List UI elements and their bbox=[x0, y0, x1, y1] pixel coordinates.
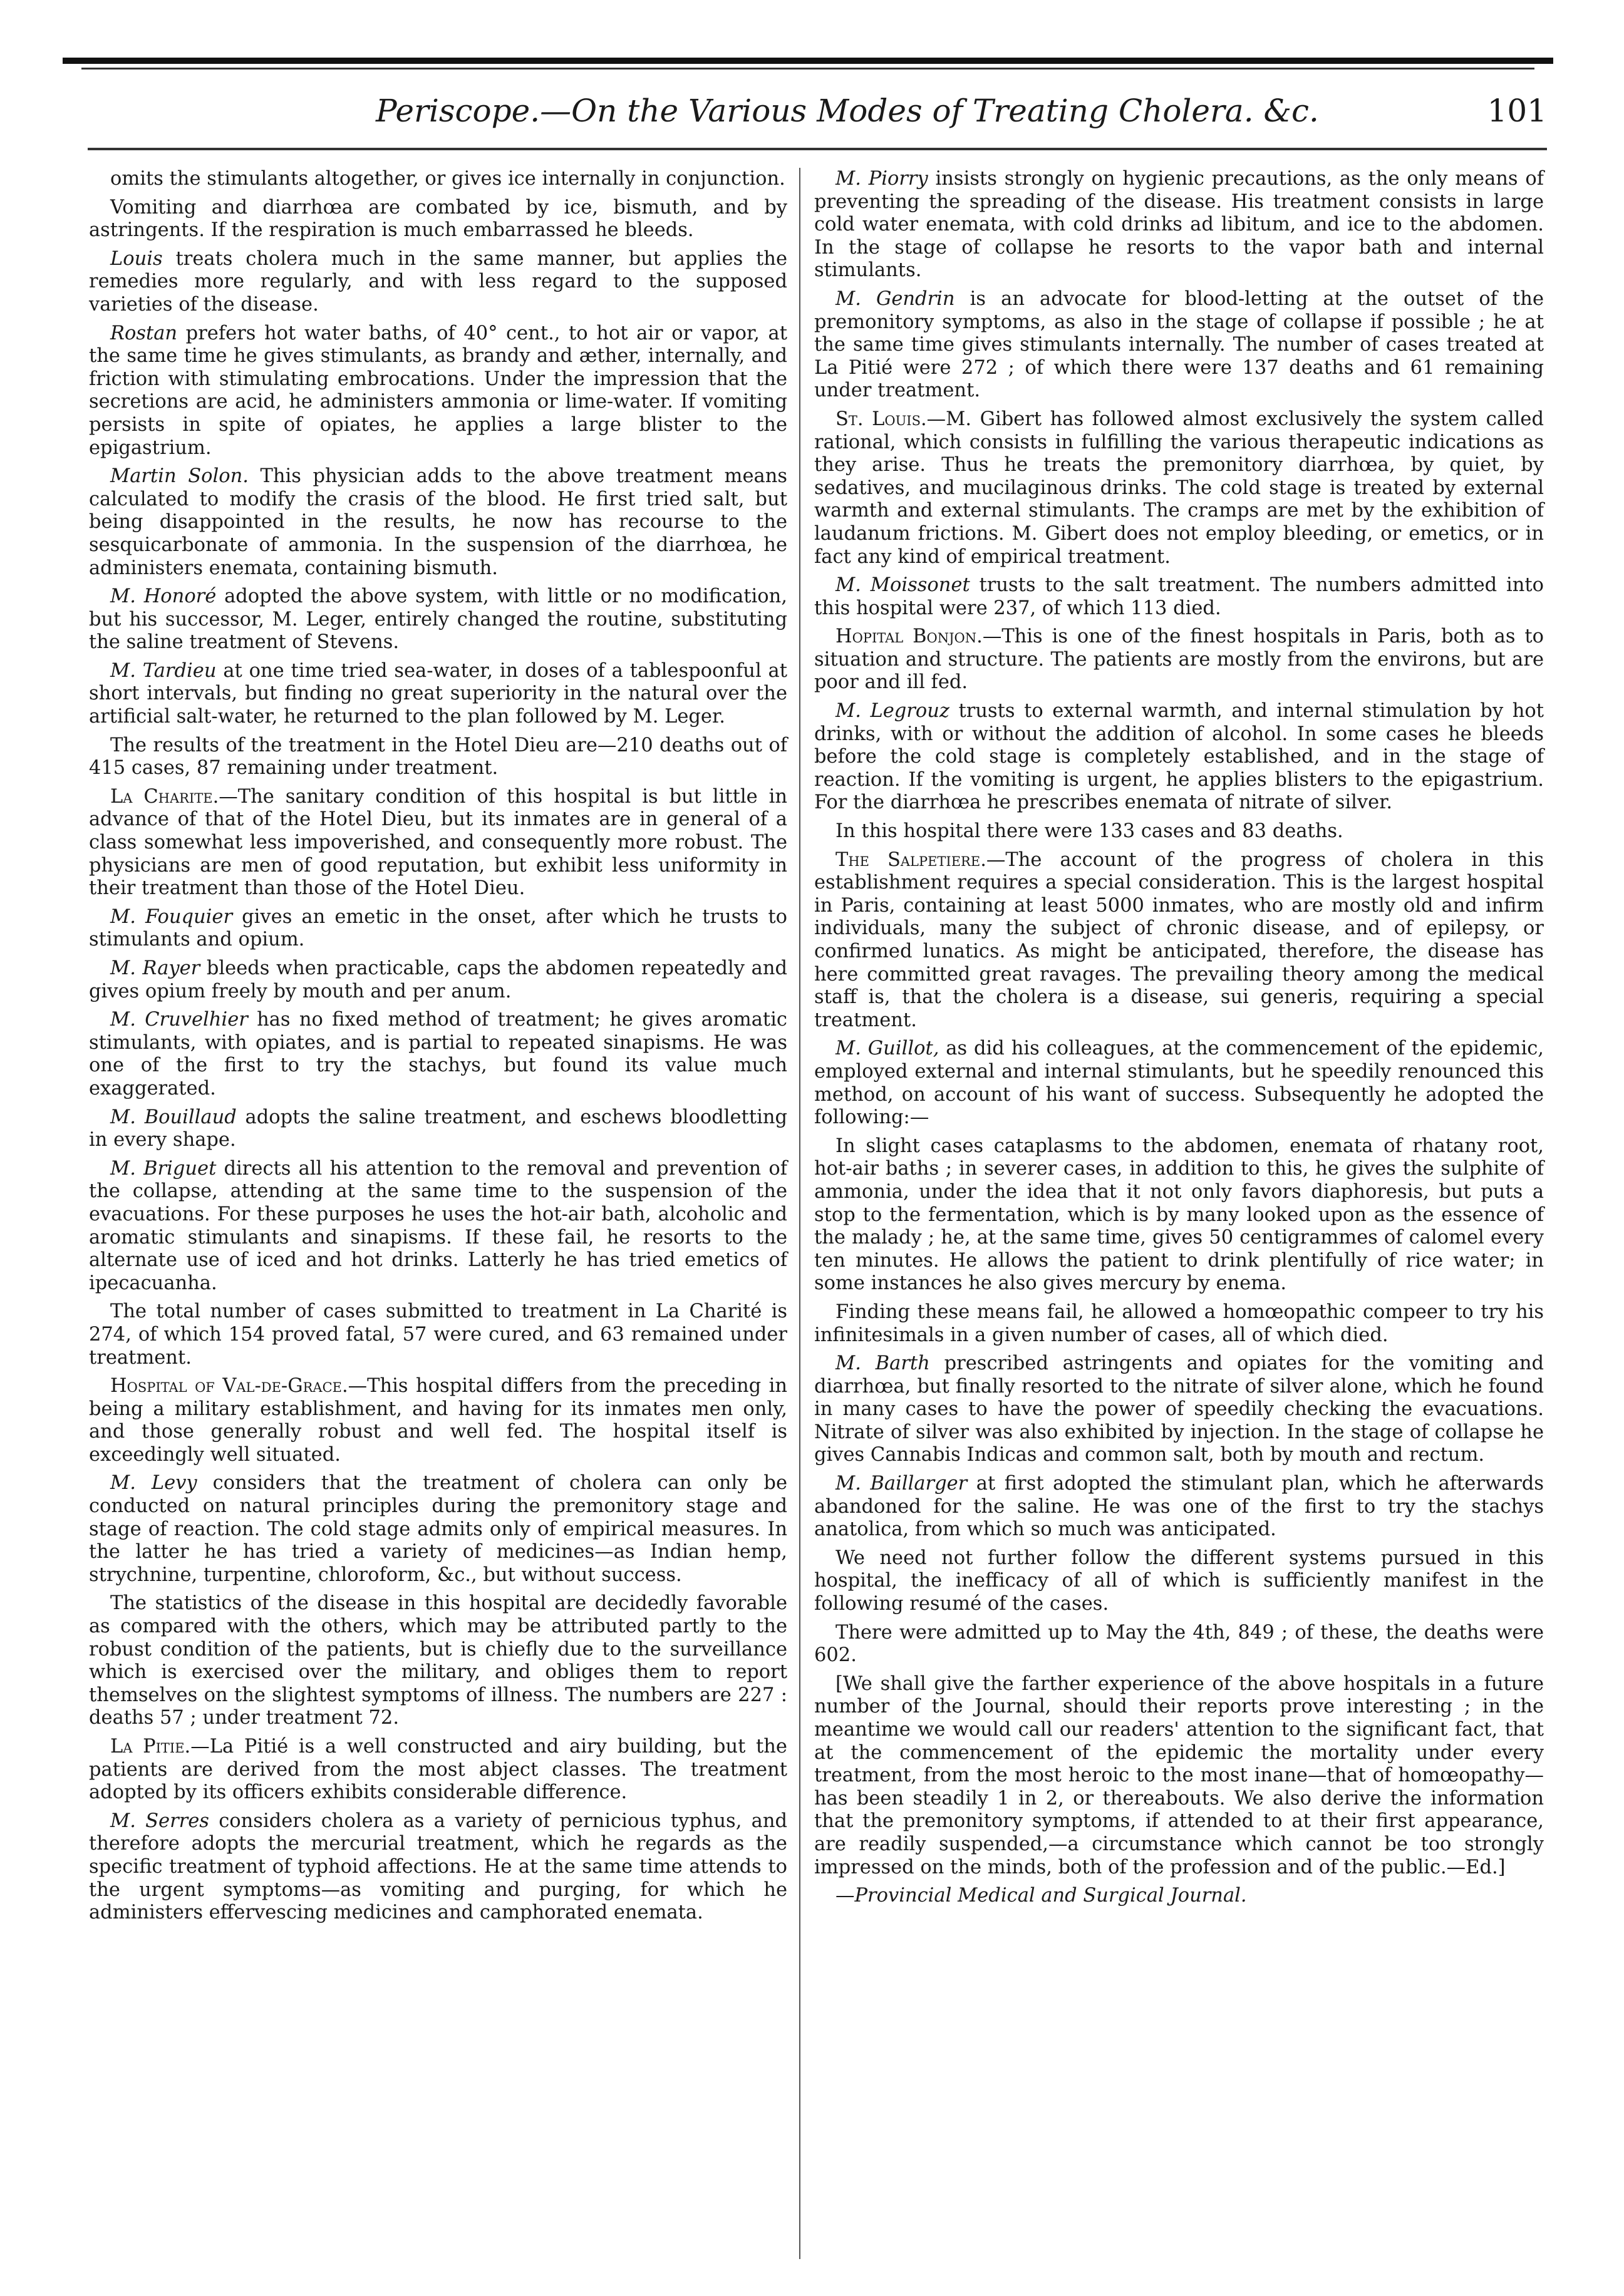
header-rule bbox=[88, 148, 1547, 150]
paragraph-text: [We shall give the farther experience of the above hospitals in a future number of the Journal, should their reports prove interesting ; in the meantime we would call our readers' attention to the significant fact, that at the commencement of the epidemic the mortality under every treatment, from the most heroic to the most inane—that of homœopathy—has been steadily 1 in 2, or thereabouts. We also derive the information that the premonitory symptoms, if attended to at their first appearance, are readily suspended,—a circumstance which cannot be too strongly impressed on the minds, both of the profession and of the public.—Ed.] bbox=[814, 1672, 1544, 1878]
paragraph bbox=[89, 322, 787, 460]
paragraph bbox=[89, 585, 787, 654]
paragraph-text: insists strongly on hygienic precautions, as the only means of preventing the spreading of the disease. His treatment consists in large cold water enemata, with cold drinks ad libitum, and ice to the abdomen. In the stage of collapse he resorts to the vapor bath and internal stimulants. bbox=[814, 168, 1544, 282]
paragraph-text: omits the stimulants altogether, or gives ice internally in conjunction. bbox=[110, 168, 785, 190]
paragraph-text: The statistics of the disease in this hospital are decidedly favorable as compared with the others, which may be attributed partly to the robust condition of the patients, but is chiefly due to the surveillance which is exercised over the military, and obliges them to report themselves on the slightest symptoms of illness. The numbers are 227 : deaths 57 ; under treatment 72. bbox=[89, 1592, 787, 1729]
hospital-name: Hospital of Val-de-Grace. bbox=[110, 1375, 348, 1398]
paragraph-text: This physician adds to the above treatment means calculated to modify the crasis of the blood. He first tried salt, but being disappointed in the results, he now has recourse to the sesquicarbonate of ammonia. In the suspension of the diarrhœa, he administers enemata, containing bismuth. bbox=[89, 465, 787, 579]
right-column bbox=[814, 168, 1544, 1913]
paragraph bbox=[89, 786, 787, 900]
paragraph-text: There were admitted up to May the 4th, 849 ; of these, the deaths were 602. bbox=[814, 1621, 1544, 1667]
paragraph bbox=[89, 1375, 787, 1466]
physician-name: M. Rayer bbox=[110, 957, 200, 979]
physician-name: M. Honoré bbox=[110, 585, 217, 608]
paragraph bbox=[814, 1885, 1544, 1908]
paragraph-text: at first adopted the stimulant plan, which he afterwards abandoned for the saline. He was one of the first to try the stachys anatolica, from which so much was anticipated. bbox=[814, 1473, 1544, 1541]
physician-name: M. Legrouz bbox=[835, 700, 949, 723]
paragraph-text: —This hospital differs from the preceding in being a military establishment, and having for its inmates men only, and those generally robust and well fed. The hospital itself is exceedingly well situated. bbox=[89, 1375, 787, 1466]
hospital-name: La Pitie. bbox=[110, 1736, 191, 1758]
paragraph-text: bleeds when practicable, caps the abdomen repeatedly and gives opium freely by mouth and per anum. bbox=[89, 957, 787, 1002]
paragraph bbox=[89, 1592, 787, 1730]
physician-name: M. Briguet bbox=[110, 1157, 217, 1180]
hospital-name: The Salpetiere. bbox=[835, 848, 986, 871]
paragraph-text: prescribed astringents and opiates for the vomiting and diarrhœa, but finally resorted to the nitrate of silver alone, which he found in many cases to have the power of speedily checking the evacuations. Nitrate of silver was also exhibited by injection. In the stage of collapse he gives Cannabis Indicas and common salt, both by mouth and rectum. bbox=[814, 1352, 1544, 1466]
physician-name: M. Gendrin bbox=[835, 287, 955, 310]
paragraph bbox=[814, 1473, 1544, 1542]
physician-name: M. Bouillaud bbox=[110, 1106, 237, 1128]
paragraph-text: adopts the saline treatment, and eschews bloodletting in every shape. bbox=[89, 1106, 787, 1151]
paragraph-text: considers cholera as a variety of pernicious typhus, and therefore adopts the mercurial treatment, which he regards as the specific treatment of typhoid affections. He at the same time attends to the urgent symptoms—as vomiting and purging, for which he administers effervescing medicines and camphorated enemata. bbox=[89, 1810, 787, 1924]
paragraph-text: at one time tried sea-water, in doses of a tablespoonful at short intervals, but finding no great superiority in the natural over the artificial salt-water, he returned to the plan followed by M. Leger. bbox=[89, 659, 787, 728]
paragraph-text: trusts to external warmth, and internal stimulation by hot drinks, with or without the addition of alcohol. In some cases he bleeds before the cold stage is completely established, and in the stage of reaction. If the vomiting is urgent, he applies blisters to the epigastrium. For the diarrhœa he prescribes enemata of nitrate of silver. bbox=[814, 700, 1544, 814]
physician-name: M. Cruvelhier bbox=[110, 1009, 248, 1031]
paragraph-text: treats cholera much in the same manner, but applies the remedies more regularly, and with less regard to the supposed varieties of the disease. bbox=[89, 247, 787, 316]
physician-name: M. Moissonet bbox=[835, 574, 970, 597]
paragraph bbox=[814, 288, 1544, 403]
physician-name: Rostan bbox=[110, 322, 178, 344]
paragraph bbox=[89, 660, 787, 729]
paragraph bbox=[89, 465, 787, 580]
page-header bbox=[88, 88, 1547, 157]
running-title: Periscope.—On the Various Modes of Treating Cholera. &c. bbox=[376, 93, 1319, 129]
physician-name: M. Fouquier bbox=[110, 905, 233, 928]
physician-name: M. Baillarger bbox=[835, 1473, 968, 1495]
paragraph-text: —The account of the progress of cholera in this establishment requires a special consideration. This is the largest hospital in Paris, containing at least 5000 inmates, who are mostly old and infirm individuals, many the subject of chronic disease, and of epilepsy, or confirmed lunatics. As might be anticipated, therefore, the disease has here committed great ravages. The prevailing theory among the medical staff is, that the cholera is a disease, sui generis, requiring a special treatment. bbox=[814, 848, 1544, 1031]
paragraph-text: The results of the treatment in the Hotel Dieu are—210 deaths out of 415 cases, 87 remaining under treatment. bbox=[89, 734, 787, 780]
physician-name: M. Barth bbox=[835, 1352, 930, 1375]
paragraph-text: —M. Gibert has followed almost exclusively the system called rational, which consists in fulfilling the various therapeutic indications as they arise. Thus he treats the premonitory diarrhœa, by quiet, by sedatives, and mucilaginous drinks. The cold stage is treated by external warmth and external stimulants. The cramps are met by the exhibition of laudanum frictions. M. Gibert does not employ bleeding, or emetics, or in fact any kind of empirical treatment. bbox=[814, 408, 1544, 568]
paragraph-text: We need not further follow the different systems pursued in this hospital, the inefficacy of all of which is sufficiently manifest in the following resumé of the cases. bbox=[814, 1547, 1544, 1615]
paragraph-text: considers that the treatment of cholera can only be conducted on natural principles during the premonitory stage and stage of reaction. The cold stage admits only of empirical measures. In the latter he has tried a variety of medicines—as Indian hemp, strychnine, turpentine, chloroform, &c., but without success. bbox=[89, 1472, 787, 1586]
physician-name: M. Tardieu bbox=[110, 659, 217, 682]
paragraph bbox=[814, 574, 1544, 620]
hospital-name: St. Louis. bbox=[835, 408, 927, 430]
paragraph bbox=[814, 1622, 1544, 1667]
physician-name: Martin Solon. bbox=[110, 465, 249, 488]
source-citation: —Provincial Medical and Surgical Journal. bbox=[835, 1885, 1247, 1907]
paragraph bbox=[89, 248, 787, 317]
physician-name: M. Levy bbox=[110, 1472, 197, 1495]
paragraph-text: —La Pitié is a well constructed and airy building, but the patients are derived from the most abject classes. The treatment adopted by its officers exhibits considerable difference. bbox=[89, 1736, 787, 1804]
paragraph-text: The total number of cases submitted to treatment in La Charité is 274, of which 154 proved fatal, 57 were cured, and 63 remained under treatment. bbox=[89, 1300, 787, 1369]
paragraph bbox=[814, 700, 1544, 815]
paragraph-text: trusts to the salt treatment. The numbers admitted into this hospital were 237, of which 113 died. bbox=[814, 574, 1544, 619]
paragraph bbox=[814, 1352, 1544, 1467]
paragraph-text: Finding these means fail, he allowed a homœopathic compeer to try his infinitesimals in a given number of cases, all of which died. bbox=[814, 1300, 1544, 1346]
paragraph bbox=[89, 1472, 787, 1587]
paragraph bbox=[89, 734, 787, 780]
top-rule bbox=[63, 58, 1553, 64]
paragraph bbox=[89, 197, 787, 242]
paragraph bbox=[89, 1106, 787, 1152]
paragraph bbox=[89, 1810, 787, 1925]
paragraph-text: is an advocate for blood-letting at the outset of the premonitory symptoms, as also in the stage of collapse if possible ; he at the same time gives stimulants internally. The number of cases treated at La Pitié were 272 ; of which there were 137 deaths and 61 remaining under treatment. bbox=[814, 287, 1544, 402]
paragraph bbox=[89, 1158, 787, 1295]
paragraph bbox=[814, 820, 1544, 843]
paragraph bbox=[814, 408, 1544, 569]
physician-name: M. Piorry bbox=[835, 168, 928, 190]
physician-name: M. Guillot, bbox=[835, 1037, 939, 1060]
paragraph bbox=[89, 168, 787, 191]
paragraph-text: —This is one of the finest hospitals in Paris, both as to situation and structure. The patients are mostly from the environs, but are poor and ill fed. bbox=[814, 625, 1544, 694]
paragraph bbox=[814, 849, 1544, 1032]
physician-name: Louis bbox=[110, 247, 163, 270]
page-number: 101 bbox=[1487, 93, 1547, 129]
paragraph bbox=[814, 1301, 1544, 1347]
paragraph bbox=[814, 1673, 1544, 1879]
paragraph-text: Vomiting and diarrhœa are combated by ice, bismuth, and by astringents. If the respiration is much embarrassed he bleeds. bbox=[89, 196, 787, 242]
paragraph-text: prefers hot water baths, of 40° cent., to hot air or vapor, at the same time he gives stimulants, as brandy and æther, internally, and friction with stimulating embrocations. Under the impression that the secretions are acid, he administers ammonia or lime-water. If vomiting persists in spite of opiates, he applies a large blister to the epigastrium. bbox=[89, 322, 787, 459]
column-divider bbox=[799, 168, 800, 2259]
paragraph bbox=[814, 168, 1544, 282]
paragraph-text: adopted the above system, with little or no modification, but his successor, M. Leger, entirely changed the routine, substituting the saline treatment of Stevens. bbox=[89, 585, 787, 654]
paragraph-text: directs all his attention to the removal and prevention of the collapse, attending at the same time to the suspension of the evacuations. For these purposes he uses the hot-air bath, alcoholic and aromatic stimulants and sinapisms. If these fail, he resorts to the alternate use of iced and hot drinks. Latterly he has tried emetics of ipecacuanha. bbox=[89, 1157, 788, 1294]
paragraph-text: as did his colleagues, at the commencement of the epidemic, employed external and internal stimulants, but he speedily renounced this method, on account of his want of success. Subsequently he adopted the following:— bbox=[814, 1037, 1544, 1129]
top-rule-thin bbox=[81, 68, 1534, 69]
paragraph-text: In slight cases cataplasms to the abdomen, enemata of rhatany root, hot-air baths ; in severer cases, in addition to this, he gives the sulphite of ammonia, under the idea that it not only favors diaphoresis, but puts a stop to the fermentation, which is by many looked upon as the essence of the malady ; he, at the same time, gives 50 centigrammes of calomel every ten minutes. He allows the patient to drink plentifully of rice water; in some instances he also gives mercury by enema. bbox=[814, 1135, 1544, 1295]
paragraph bbox=[89, 1300, 787, 1369]
paragraph bbox=[814, 1547, 1544, 1616]
paragraph-text: —The sanitary condition of this hospital is but little in advance of that of the Hotel Dieu, but its inmates are in general of a class somewhat less impoverished, and consequently more robust. The physicians are men of good reputation, but exhibit less uniformity in their treatment than those of the Hotel Dieu. bbox=[89, 785, 787, 900]
left-column bbox=[89, 168, 787, 1930]
physician-name: M. Serres bbox=[110, 1810, 209, 1832]
paragraph bbox=[814, 1135, 1544, 1295]
paragraph-text: In this hospital there were 133 cases and 83 deaths. bbox=[835, 820, 1343, 843]
hospital-name: Hopital Bonjon. bbox=[835, 625, 983, 648]
paragraph-text: gives an emetic in the onset, after which he trusts to stimulants and opium. bbox=[89, 905, 788, 951]
hospital-name: La Charite. bbox=[110, 785, 219, 808]
paragraph bbox=[89, 1009, 787, 1100]
paragraph bbox=[814, 625, 1544, 694]
paragraph-text: has no fixed method of treatment; he gives aromatic stimulants, with opiates, and is partial to repeated sinapisms. He was one of the first to try the stachys, but found its value much exaggerated. bbox=[89, 1009, 787, 1099]
paragraph bbox=[814, 1037, 1544, 1129]
paragraph bbox=[89, 957, 787, 1003]
paragraph bbox=[89, 1736, 787, 1804]
paragraph bbox=[89, 906, 787, 952]
